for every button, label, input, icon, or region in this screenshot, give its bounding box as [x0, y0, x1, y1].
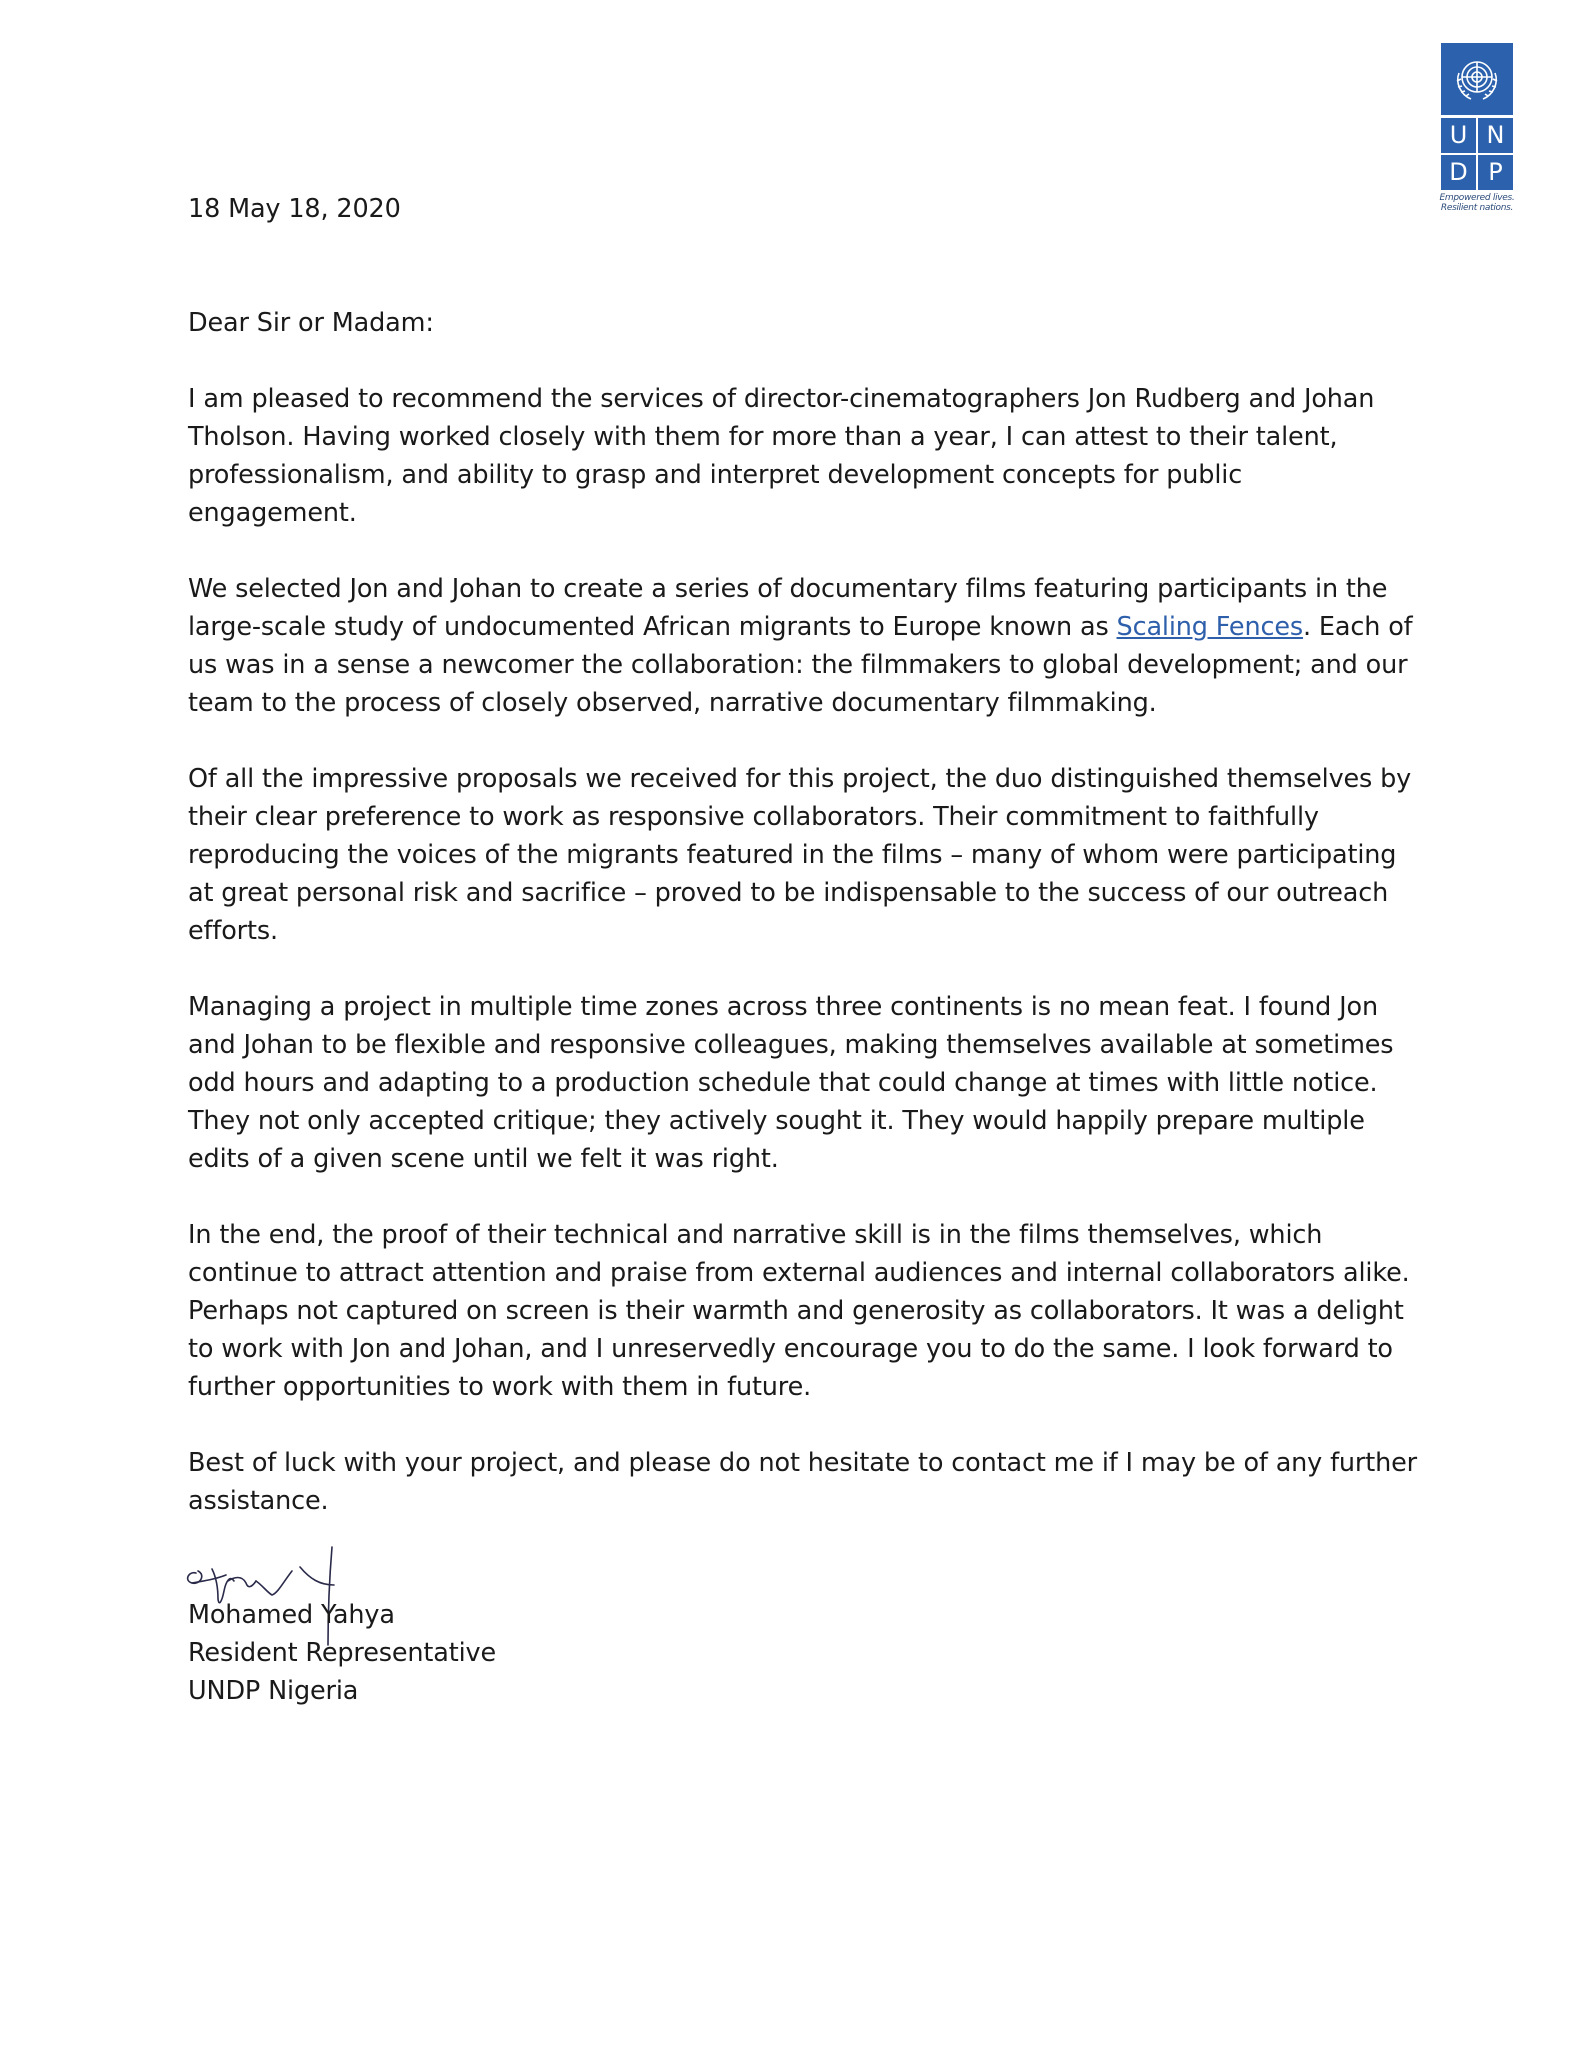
logo-letter-p: P: [1478, 155, 1513, 190]
logo-letter-u: U: [1441, 118, 1476, 153]
letter-date: 18 May 18, 2020: [188, 194, 401, 224]
logo-tagline: [1435, 193, 1519, 213]
paragraph-2-text-start: We selected Jon and Johan to create a series of documentary films featuring participants in the large-scale study of undocumented African migrants to Europe known as: [188, 574, 1388, 642]
letter-body: [188, 190, 1418, 1710]
logo-letter-n: N: [1478, 118, 1513, 153]
paragraph-2-text-end: . Each of us was in a sense a newcomer the collaboration: the filmmakers to global development; and our team to the process of closely observed, narrative documentary filmmaking.: [188, 612, 1413, 718]
paragraph-1: I am pleased to recommend the services of director-cinematographers Jon Rudberg and Johan Tholson. Having worked closely with them for more than a year, I can attest to their talent, professionalism, and ability to grasp and interpret development concepts for public engagement.: [188, 384, 1375, 528]
paragraph-2: [188, 570, 1418, 722]
paragraph-3: Of all the impressive proposals we received for this project, the duo distinguished themselves by their clear preference to work as responsive collaborators. Their commitment to faithfully reproducing the voices of the migrants featured in the films – many of whom were participating at great personal risk and sacrifice – proved to be indispensable to the success of our outreach efforts.: [188, 764, 1412, 946]
salutation: Dear Sir or Madam:: [188, 308, 434, 338]
logo-letter-d: D: [1441, 155, 1476, 190]
scaling-fences-link[interactable]: Scaling Fences: [1116, 612, 1304, 642]
signatory-name: Mohamed Yahya: [188, 1600, 395, 1630]
paragraph-5: In the end, the proof of their technical and narrative skill is in the films themselves, which continue to attract attention and praise from external audiences and internal collaborators alike. Perhaps not captured on screen is their warmth and generosity as collaborators. It was a delight to work with Jon and Johan, and I unreservedly encourage you to do the same. I look forward to further opportunities to work with them in future.: [188, 1220, 1410, 1402]
undp-letter-grid: [1441, 118, 1513, 190]
paragraph-4: Managing a project in multiple time zones across three continents is no mean feat. I found Jon and Johan to be flexible and responsive colleagues, making themselves available at sometimes odd hours and adapting to a production schedule that could change at times with little notice. They not only accepted critique; they actively sought it. They would happily prepare multiple edits of a given scene until we felt it was right.: [188, 992, 1394, 1174]
un-emblem-icon: [1441, 43, 1513, 115]
logo-tagline-line2: Resilient nations.: [1440, 203, 1514, 213]
closing-paragraph: Best of luck with your project, and please do not hesitate to contact me if I may be of any further assistance.: [188, 1448, 1417, 1516]
signatory-title: Resident Representative: [188, 1638, 497, 1668]
logo-tagline-line1: Empowered lives.: [1439, 193, 1515, 203]
signatory-organization: UNDP Nigeria: [188, 1676, 359, 1706]
signature-block: [188, 1596, 1418, 1710]
undp-logo: [1441, 43, 1513, 221]
